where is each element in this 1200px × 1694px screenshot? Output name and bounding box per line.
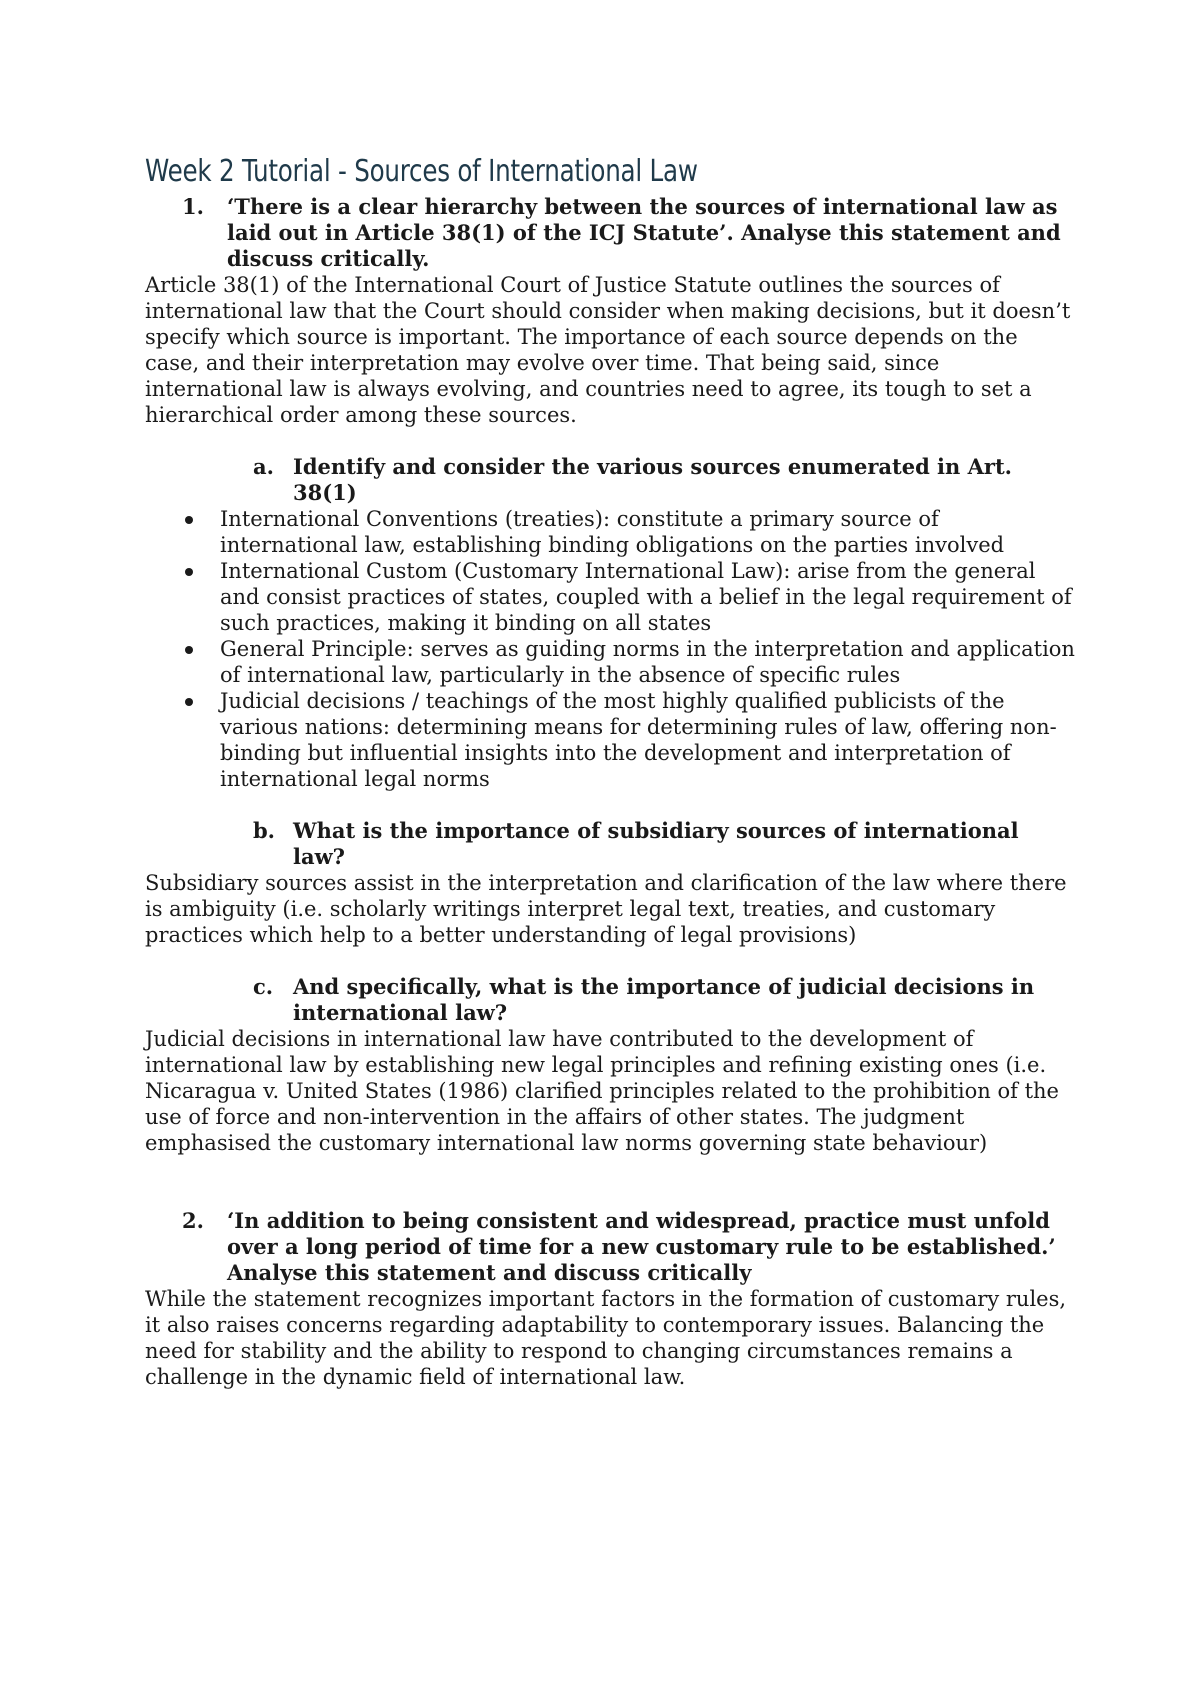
- question-1c-letter: c.: [253, 974, 274, 999]
- bullet-icon: [145, 688, 220, 792]
- question-1c-answer: Judicial decisions in international law have contributed to the development of international law by establishing new legal principles and refining existing ones (i.e. Nicaragua v. United States (1986) clarified principles related to the prohibition of the use of force and non-intervention in the affairs of other states. The judgment emphasised the customary international law norms governing state behaviour): [145, 1027, 1059, 1155]
- list-item-text: General Principle: serves as guiding norms in the interpretation and application of international law, particularly in the absence of specific rules: [220, 637, 1075, 687]
- question-1a: [145, 454, 1075, 506]
- question-2: [145, 1208, 1075, 1286]
- question-1b-answer: Subsidiary sources assist in the interpretation and clarification of the law where there is ambiguity (i.e. scholarly writings interpret legal text, treaties, and customary practices which help to a better understanding of legal provisions): [145, 871, 1067, 947]
- list-item-text: International Custom (Customary International Law): arise from the general and consist practices of states, coupled with a belief in the legal requirement of such practices, making it binding on all states: [220, 559, 1072, 635]
- document-body: [145, 152, 1075, 1390]
- list-item-text: International Conventions (treaties): constitute a primary source of international law, establishing binding obligations on the parties involved: [220, 507, 1005, 557]
- question-1-answer: Article 38(1) of the International Court of Justice Statute outlines the sources of international law that the Court should consider when making decisions, but it doesn’t specify which source is important. The importance of each source depends on the case, and their interpretation may evolve over time. That being said, since international law is always evolving, and countries need to agree, its tough to set a hierarchical order among these sources.: [145, 273, 1071, 427]
- list-item: [145, 688, 1075, 792]
- question-1-text: ‘There is a clear hierarchy between the sources of international law as laid out in Article 38(1) of the ICJ Statute’. Analyse this statement and discuss critically.: [227, 194, 1061, 271]
- list-item-text: Judicial decisions / teachings of the most highly qualified publicists of the various nations: determining means for determining rules of law, offering non-binding but influential insights into the development and interpretation of international legal norms: [220, 689, 1057, 791]
- question-1b-text: What is the importance of subsidiary sources of international law?: [293, 818, 1019, 869]
- bullet-icon: [145, 636, 220, 688]
- question-2-text: ‘In addition to being consistent and widespread, practice must unfold over a long period of time for a new customary rule to be established.’ Analyse this statement and discuss critically: [227, 1208, 1056, 1285]
- sources-list: [145, 506, 1075, 792]
- list-item: [145, 636, 1075, 688]
- bullet-icon: [145, 558, 220, 636]
- page-title: Week 2 Tutorial - Sources of International Law: [145, 154, 698, 189]
- question-1b: [145, 818, 1075, 870]
- question-1b-letter: b.: [253, 818, 275, 843]
- bullet-icon: [145, 506, 220, 558]
- question-1-number: 1.: [182, 194, 204, 219]
- list-item: [145, 506, 1075, 558]
- question-1c-text: And specifically, what is the importance of judicial decisions in international law?: [293, 974, 1035, 1025]
- question-1a-text: Identify and consider the various sources enumerated in Art. 38(1): [293, 454, 1012, 505]
- question-2-answer: While the statement recognizes important factors in the formation of customary rules, it also raises concerns regarding adaptability to contemporary issues. Balancing the need for stability and the ability to respond to changing circumstances remains a challenge in the dynamic field of international law.: [145, 1287, 1067, 1389]
- question-2-number: 2.: [182, 1208, 204, 1233]
- question-1c: [145, 974, 1075, 1026]
- question-1: [145, 194, 1075, 272]
- question-1a-letter: a.: [253, 454, 274, 479]
- list-item: [145, 558, 1075, 636]
